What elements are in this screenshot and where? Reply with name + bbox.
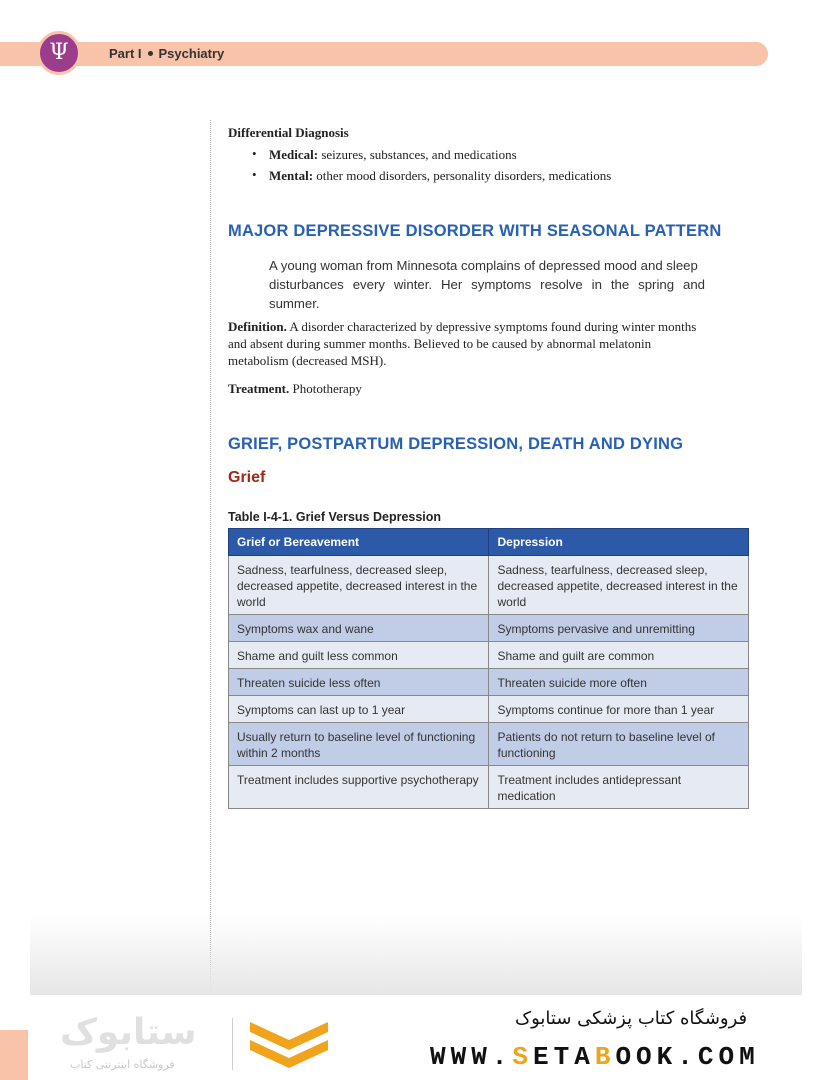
- treatment-paragraph: [228, 380, 362, 397]
- table-cell: Treatment includes supportive psychotherapy: [229, 766, 489, 809]
- table-row: [229, 642, 749, 669]
- running-header: [109, 45, 224, 63]
- definition-text: metabolism (decreased MSH).: [228, 353, 387, 368]
- table-cell: Patients do not return to baseline level of functioning: [489, 723, 749, 766]
- definition-paragraph: [228, 318, 758, 369]
- section-heading-mdd-seasonal: MAJOR DEPRESSIVE DISORDER WITH SEASONAL PATTERN: [228, 222, 722, 240]
- table-cell: Shame and guilt are common: [489, 642, 749, 669]
- table-cell: Symptoms pervasive and unremitting: [489, 615, 749, 642]
- table-row: [229, 723, 749, 766]
- table-cell: Shame and guilt less common: [229, 642, 489, 669]
- column-header: Depression: [489, 529, 749, 556]
- setabook-logo: ستابوک: [60, 1012, 197, 1053]
- definition-label: Definition.: [228, 319, 287, 334]
- table-cell: Sadness, tearfulness, decreased sleep, decreased appetite, decreased interest in the world: [229, 556, 489, 615]
- bullet-icon: •: [252, 167, 257, 182]
- definition-text: and absent during summer months. Believed to be caused by abnormal melatonin: [228, 336, 652, 351]
- case-line: A young woman from Minnesota complains of depressed mood and sleep: [269, 258, 698, 273]
- case-line: disturbances every winter. Her symptoms resolve in the spring and summer.: [269, 277, 705, 311]
- differential-item-mental: [269, 167, 611, 184]
- setabook-logo-subtitle: فروشگاه اینترنتی کتاب: [70, 1058, 175, 1071]
- table-cell: Threaten suicide more often: [489, 669, 749, 696]
- table-row: [229, 669, 749, 696]
- table-cell: Symptoms continue for more than 1 year: [489, 696, 749, 723]
- logo-divider: [232, 1018, 233, 1070]
- table-cell: Threaten suicide less often: [229, 669, 489, 696]
- page-bottom-shadow: [30, 915, 802, 995]
- differential-item-medical: [269, 146, 517, 163]
- table-header-row: [229, 529, 749, 556]
- item-text: seizures, substances, and medications: [321, 147, 517, 162]
- subheading-grief: Grief: [228, 469, 266, 486]
- grief-vs-depression-table: [228, 528, 749, 809]
- chevron-logo-icon: [250, 1018, 328, 1074]
- shop-name: فروشگاه کتاب پزشکی ستابوک: [515, 1008, 748, 1029]
- table-row: [229, 766, 749, 809]
- treatment-label: Treatment.: [228, 381, 290, 396]
- margin-dotted-line: [210, 120, 211, 995]
- subject-label: Psychiatry: [158, 46, 225, 61]
- part-label: Part I: [109, 46, 142, 61]
- item-text: other mood disorders, personality disorders, medications: [316, 168, 612, 183]
- case-vignette: [269, 256, 705, 313]
- footer-orange-strip: [0, 1030, 28, 1080]
- table-cell: Symptoms can last up to 1 year: [229, 696, 489, 723]
- section-heading-grief: GRIEF, POSTPARTUM DEPRESSION, DEATH AND DYING: [228, 435, 684, 453]
- psi-logo-icon: Ψ: [37, 31, 81, 75]
- bullet-icon: •: [252, 146, 257, 161]
- table-row: [229, 615, 749, 642]
- separator-dot-icon: [148, 51, 153, 56]
- table-caption: Table I-4-1. Grief Versus Depression: [228, 510, 442, 524]
- item-label: Mental:: [269, 168, 314, 183]
- differential-title: Differential Diagnosis: [228, 125, 349, 140]
- table-cell: Symptoms wax and wane: [229, 615, 489, 642]
- table-row: [229, 556, 749, 615]
- table-row: [229, 696, 749, 723]
- table-cell: Sadness, tearfulness, decreased sleep, decreased appetite, decreased interest in the world: [489, 556, 749, 615]
- treatment-text: Phototherapy: [292, 381, 362, 396]
- definition-text: A disorder characterized by depressive symptoms found during winter months: [289, 319, 697, 334]
- table-cell: Treatment includes antidepressant medication: [489, 766, 749, 809]
- column-header: Grief or Bereavement: [229, 529, 489, 556]
- item-label: Medical:: [269, 147, 319, 162]
- shop-url[interactable]: WWW.SETABOOK.COM: [430, 1042, 760, 1072]
- table-cell: Usually return to baseline level of functioning within 2 months: [229, 723, 489, 766]
